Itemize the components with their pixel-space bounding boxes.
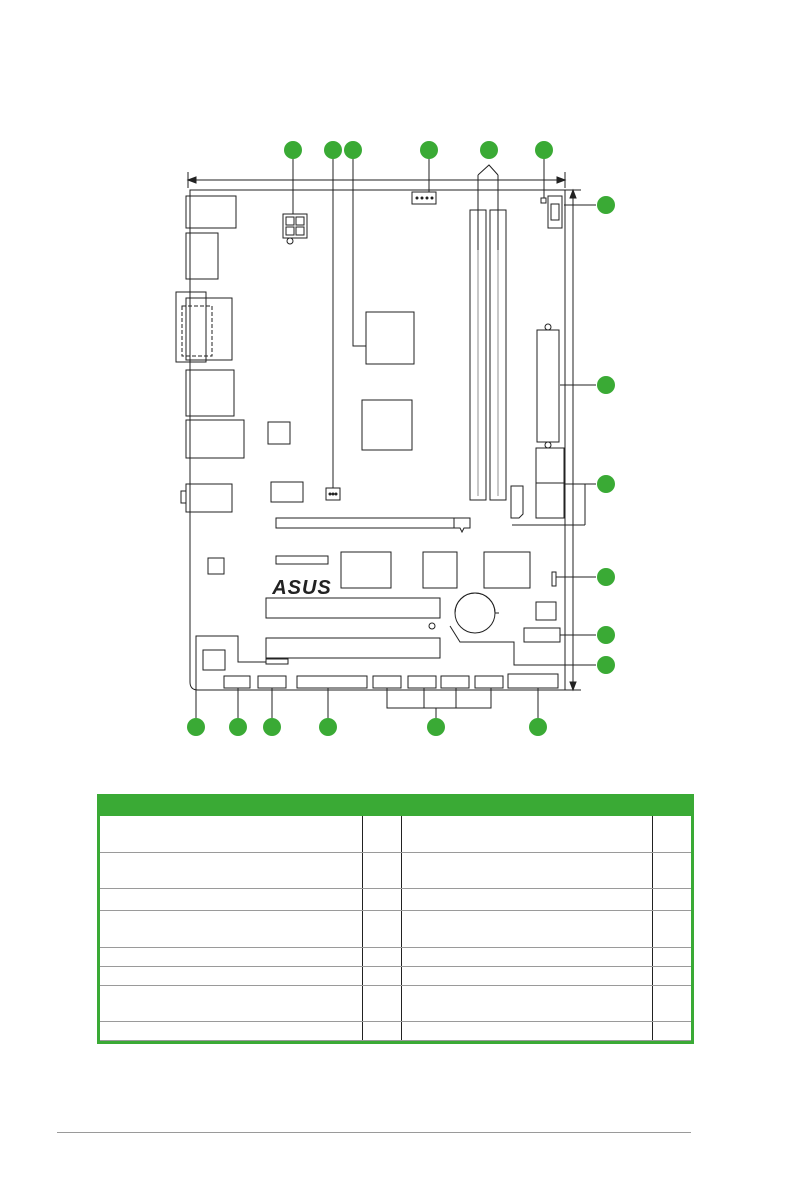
rear-io-audio bbox=[181, 484, 232, 512]
legend-name bbox=[401, 910, 653, 947]
chip-io bbox=[423, 552, 457, 588]
callout-bottom-4 bbox=[319, 718, 337, 736]
connectors-legend-table bbox=[97, 794, 694, 1044]
callout-bottom-6 bbox=[529, 718, 547, 736]
usb-header-4 bbox=[475, 676, 503, 688]
callout-top-4 bbox=[420, 141, 438, 159]
legend-name bbox=[401, 966, 653, 985]
callout-top-3 bbox=[344, 141, 362, 159]
legend-name bbox=[100, 1021, 363, 1040]
chip-small-2 bbox=[271, 482, 303, 502]
callout-right-5 bbox=[597, 626, 615, 644]
legend-page bbox=[363, 947, 402, 966]
legend-name bbox=[401, 947, 653, 966]
callout-right-2 bbox=[597, 376, 615, 394]
callout-right-6 bbox=[597, 656, 615, 674]
legend-name bbox=[401, 1021, 653, 1040]
legend-name bbox=[401, 985, 653, 1021]
legend-page bbox=[363, 1021, 402, 1040]
callout-right-4 bbox=[597, 568, 615, 586]
small-jumper bbox=[266, 659, 288, 664]
battery bbox=[455, 593, 499, 633]
chassis-fan-connector bbox=[326, 488, 340, 500]
callout-right-1 bbox=[597, 196, 615, 214]
usb-header-1 bbox=[373, 676, 401, 688]
footer-rule bbox=[57, 1132, 691, 1133]
sata-power-header bbox=[548, 196, 562, 228]
legend-row bbox=[100, 947, 691, 966]
header-bottom-2 bbox=[258, 676, 286, 688]
legend-name bbox=[100, 816, 363, 852]
legend-name bbox=[100, 852, 363, 888]
rear-io-usb-1 bbox=[186, 233, 218, 279]
legend-page bbox=[653, 1021, 691, 1040]
callout-bottom-5 bbox=[427, 718, 445, 736]
pci-slot-1 bbox=[266, 598, 440, 618]
legend-page bbox=[653, 966, 691, 985]
legend-name bbox=[100, 966, 363, 985]
chip-small-1 bbox=[268, 422, 290, 444]
legend-page bbox=[653, 816, 691, 852]
legend-name bbox=[100, 910, 363, 947]
usb-header-3 bbox=[441, 676, 469, 688]
usb-header-2 bbox=[408, 676, 436, 688]
callout-right-3 bbox=[597, 475, 615, 493]
sata-single bbox=[511, 486, 523, 518]
callout-top-1 bbox=[284, 141, 302, 159]
legend-page bbox=[363, 966, 402, 985]
legend-name bbox=[401, 852, 653, 888]
legend-body bbox=[100, 816, 691, 1041]
pcie-x16-slot bbox=[276, 518, 470, 532]
rear-io-lan bbox=[186, 420, 244, 458]
usb-header-right bbox=[524, 628, 560, 642]
chip-small-5 bbox=[203, 650, 225, 670]
chip-small-3 bbox=[208, 558, 224, 574]
rear-io-usb-2 bbox=[186, 370, 234, 416]
header-bottom-lpt bbox=[297, 676, 367, 688]
legend-name bbox=[401, 888, 653, 910]
height-dimension-arrow bbox=[565, 190, 581, 690]
clear-rtc-jumper bbox=[552, 572, 556, 586]
rear-io-vga bbox=[176, 292, 232, 362]
callout-bottom-1 bbox=[187, 718, 205, 736]
legend-page bbox=[363, 985, 402, 1021]
legend-row bbox=[100, 966, 691, 985]
legend-page bbox=[363, 816, 402, 852]
leader-lines bbox=[196, 158, 596, 718]
callout-bottom-2 bbox=[229, 718, 247, 736]
chipset bbox=[362, 400, 412, 450]
callout-top-6 bbox=[535, 141, 553, 159]
cpu-fan-connector bbox=[412, 192, 436, 204]
legend-name bbox=[100, 888, 363, 910]
legend-name bbox=[100, 947, 363, 966]
chip-audio bbox=[341, 552, 391, 588]
rear-io-ps2 bbox=[186, 196, 236, 228]
legend-page bbox=[653, 947, 691, 966]
legend-page bbox=[653, 985, 691, 1021]
width-dimension-arrow bbox=[188, 172, 565, 188]
legend-header bbox=[100, 797, 691, 816]
legend-page bbox=[363, 888, 402, 910]
legend-page bbox=[653, 910, 691, 947]
legend-page bbox=[653, 852, 691, 888]
legend-row bbox=[100, 888, 691, 910]
callout-top-5 bbox=[480, 141, 498, 159]
legend-page bbox=[363, 910, 402, 947]
atx12v-connector bbox=[283, 214, 307, 244]
legend-page bbox=[653, 888, 691, 910]
legend-page bbox=[363, 852, 402, 888]
asus-logo: ASUS bbox=[272, 577, 332, 599]
legend-name bbox=[401, 816, 653, 852]
legend-row bbox=[100, 985, 691, 1021]
top-jumper bbox=[541, 198, 546, 203]
pcie-x1-slot bbox=[276, 556, 328, 564]
legend-row bbox=[100, 910, 691, 947]
led bbox=[429, 623, 435, 629]
chip-lan bbox=[484, 552, 530, 588]
pci-slot-2 bbox=[266, 638, 440, 658]
callout-top-2 bbox=[324, 141, 342, 159]
callout-bottom-3 bbox=[263, 718, 281, 736]
legend-row bbox=[100, 852, 691, 888]
front-panel-header bbox=[508, 674, 558, 688]
board-outline bbox=[190, 190, 565, 690]
chip-small-4 bbox=[536, 602, 556, 620]
legend-name bbox=[100, 985, 363, 1021]
legend-row bbox=[100, 816, 691, 852]
header-bottom-1 bbox=[224, 676, 250, 688]
legend-row bbox=[100, 1021, 691, 1040]
cpu bbox=[366, 312, 414, 364]
atx-power-connector bbox=[537, 324, 559, 448]
